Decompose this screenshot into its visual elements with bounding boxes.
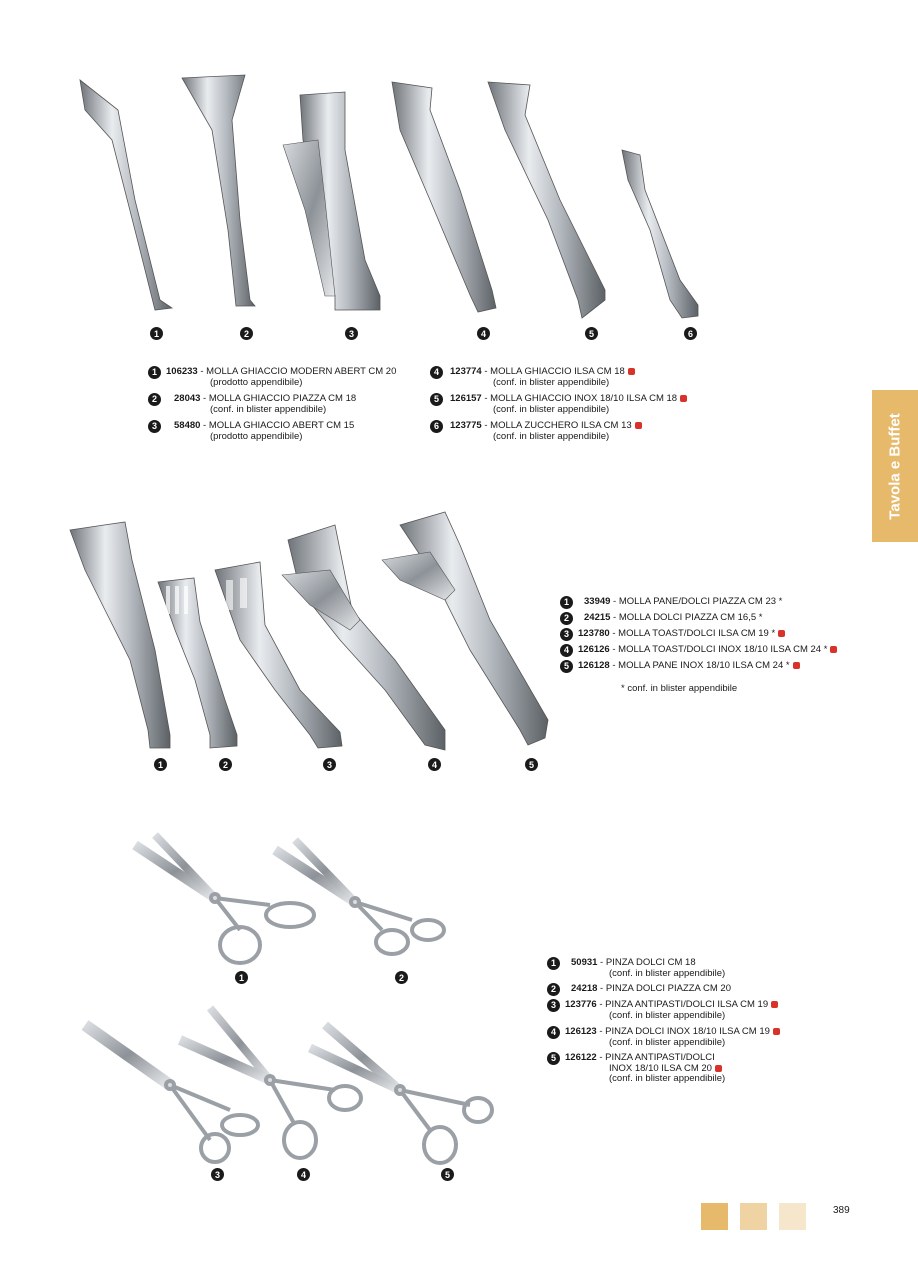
product-desc: MOLLA GHIACCIO INOX 18/10 ILSA CM 18: [490, 393, 678, 404]
ice-tong-4-image: [392, 82, 496, 312]
product-code: 123775: [450, 420, 482, 431]
product-item: 3 58480 - MOLLA GHIACCIO ABERT CM 15 (prodotto appendibile): [148, 421, 354, 442]
new-product-marker: [680, 395, 687, 402]
product-note: (prodotto appendibile): [210, 430, 303, 442]
product-desc: MOLLA PANE/DOLCI PIAZZA CM 23 *: [618, 596, 783, 607]
item-number: 2: [547, 983, 560, 996]
product-desc: MOLLA ZUCCHERO ILSA CM 13: [490, 420, 632, 431]
product-code: 126128: [578, 660, 610, 671]
category-tab-label: Tavola e Buffet: [886, 412, 904, 520]
product-note: (conf. in blister appendibile): [210, 403, 327, 415]
new-product-marker: [778, 630, 785, 637]
item-number: 3: [148, 420, 161, 433]
product-desc: MOLLA GHIACCIO ABERT CM 15: [208, 420, 355, 431]
item-number: 5: [430, 393, 443, 406]
product-item: 1 106233 - MOLLA GHIACCIO MODERN ABERT CM 20 (prodotto appendibile): [148, 367, 396, 388]
product-item: 2 24218 - PINZA DOLCI PIAZZA CM 20: [547, 984, 731, 995]
item-number: 6: [430, 420, 443, 433]
item-number: 4: [560, 644, 573, 657]
item-number: 3: [547, 999, 560, 1012]
new-product-marker: [715, 1065, 722, 1072]
pastry-pincer-2-image: [275, 840, 444, 954]
product-note: (conf. in blister appendibile): [609, 1073, 726, 1084]
item-number: 3: [560, 628, 573, 641]
color-swatch: [779, 1203, 806, 1230]
item-number: 1: [560, 596, 573, 609]
product-code: 126157: [450, 393, 482, 404]
appetizer-pincer-5-image: [310, 1025, 492, 1163]
product-desc-cont: INOX 18/10 ILSA CM 20: [609, 1062, 712, 1074]
product-desc: PINZA DOLCI PIAZZA CM 20: [605, 983, 731, 994]
product-code: 126122: [565, 1052, 597, 1063]
image-label-5: 5: [441, 1168, 454, 1181]
image-label-4: 4: [477, 327, 490, 340]
image-label-2: 2: [219, 758, 232, 771]
image-label-4: 4: [297, 1168, 310, 1181]
product-code: 123780: [578, 628, 610, 639]
pastry-tong-2-image: [158, 578, 237, 748]
product-item: 6 123775 - MOLLA ZUCCHERO ILSA CM 13 (conf. in blister appendibile): [430, 421, 642, 442]
item-number: 1: [547, 957, 560, 970]
product-item: 1 50931 - PINZA DOLCI CM 18 (conf. in blister appendibile): [547, 958, 725, 979]
product-code: 33949: [584, 596, 611, 607]
product-desc: PINZA ANTIPASTI/DOLCI ILSA CM 19: [605, 999, 769, 1010]
new-product-marker: [830, 646, 837, 653]
product-code: 126126: [578, 644, 610, 655]
product-code: 106233: [166, 366, 198, 377]
product-code: 24218: [571, 983, 598, 994]
product-desc: MOLLA TOAST/DOLCI ILSA CM 19 *: [618, 628, 776, 639]
image-label-6: 6: [684, 327, 697, 340]
image-label-2: 2: [395, 971, 408, 984]
ice-tong-2-image: [182, 75, 255, 306]
item-number: 2: [148, 393, 161, 406]
ice-tong-3-image: [283, 92, 380, 310]
product-desc: MOLLA PANE INOX 18/10 ILSA CM 24 *: [618, 660, 790, 671]
product-note: (conf. in blister appendibile): [493, 376, 610, 388]
product-code: 24215: [584, 612, 611, 623]
image-label-1: 1: [154, 758, 167, 771]
product-note: (conf. in blister appendibile): [493, 430, 610, 442]
product-note: (conf. in blister appendibile): [609, 1009, 726, 1021]
product-note: (prodotto appendibile): [210, 376, 303, 388]
product-desc: MOLLA GHIACCIO MODERN ABERT CM 20: [206, 366, 397, 377]
product-desc: PINZA DOLCI CM 18: [605, 957, 696, 968]
product-desc: MOLLA TOAST/DOLCI INOX 18/10 ILSA CM 24 *: [618, 644, 828, 655]
product-code: 123776: [565, 999, 597, 1010]
product-item: 2 28043 - MOLLA GHIACCIO PIAZZA CM 18 (conf. in blister appendibile): [148, 394, 356, 415]
product-item: 3 123780 - MOLLA TOAST/DOLCI ILSA CM 19 *: [560, 629, 785, 640]
product-item: 4 126126 - MOLLA TOAST/DOLCI INOX 18/10 ILSA CM 24 *: [560, 645, 837, 656]
product-desc: MOLLA DOLCI PIAZZA CM 16,5 *: [618, 612, 763, 623]
image-label-4: 4: [428, 758, 441, 771]
item-number: 5: [560, 660, 573, 673]
product-item: 5 126128 - MOLLA PANE INOX 18/10 ILSA CM 24 *: [560, 661, 800, 672]
product-desc: PINZA DOLCI INOX 18/10 ILSA CM 19: [605, 1026, 770, 1037]
color-swatch: [740, 1203, 767, 1230]
item-number: 4: [547, 1026, 560, 1039]
product-item: 5 126122 - PINZA ANTIPASTI/DOLCI INOX 18/10 ILSA CM 20 (conf. in blister appendibile): [547, 1053, 725, 1085]
product-desc: MOLLA GHIACCIO PIAZZA CM 18: [208, 393, 357, 404]
image-label-5: 5: [525, 758, 538, 771]
new-product-marker: [793, 662, 800, 669]
item-number: 4: [430, 366, 443, 379]
color-swatch: [701, 1203, 728, 1230]
product-code: 28043: [174, 393, 201, 404]
new-product-marker: [771, 1001, 778, 1008]
product-item: 5 126157 - MOLLA GHIACCIO INOX 18/10 ILSA CM 18 (conf. in blister appendibile): [430, 394, 687, 415]
sugar-tong-6-image: [622, 150, 698, 318]
product-desc: PINZA ANTIPASTI/DOLCI: [605, 1052, 715, 1063]
new-product-marker: [635, 422, 642, 429]
new-product-marker: [773, 1028, 780, 1035]
item-number: 1: [148, 366, 161, 379]
image-label-3: 3: [323, 758, 336, 771]
product-code: 50931: [571, 957, 598, 968]
blister-footnote: * conf. in blister appendibile: [621, 683, 738, 694]
image-label-2: 2: [240, 327, 253, 340]
new-product-marker: [628, 368, 635, 375]
image-label-1: 1: [150, 327, 163, 340]
product-item: 4 126123 - PINZA DOLCI INOX 18/10 ILSA CM 19 (conf. in blister appendibile): [547, 1027, 780, 1048]
product-item: 1 33949 - MOLLA PANE/DOLCI PIAZZA CM 23 *: [560, 597, 782, 608]
product-code: 126123: [565, 1026, 597, 1037]
product-item: 3 123776 - PINZA ANTIPASTI/DOLCI ILSA CM 19 (conf. in blister appendibile): [547, 1000, 778, 1021]
product-code: 123774: [450, 366, 482, 377]
product-note: (conf. in blister appendibile): [609, 967, 726, 979]
image-label-5: 5: [585, 327, 598, 340]
product-note: (conf. in blister appendibile): [609, 1036, 726, 1048]
image-label-3: 3: [211, 1168, 224, 1181]
product-desc: MOLLA GHIACCIO ILSA CM 18: [490, 366, 625, 377]
image-label-3: 3: [345, 327, 358, 340]
item-number: 5: [547, 1052, 560, 1065]
image-label-1: 1: [235, 971, 248, 984]
bread-tong-1-image: [70, 522, 170, 748]
appetizer-pincer-3-image: [85, 1025, 258, 1162]
product-note: (conf. in blister appendibile): [493, 403, 610, 415]
page-number: 389: [833, 1205, 850, 1216]
ice-tong-1-image: [80, 80, 172, 310]
category-side-tab: [872, 390, 918, 542]
product-item: 2 24215 - MOLLA DOLCI PIAZZA CM 16,5 *: [560, 613, 762, 624]
product-code: 58480: [174, 420, 201, 431]
product-item: 4 123774 - MOLLA GHIACCIO ILSA CM 18 (conf. in blister appendibile): [430, 367, 635, 388]
item-number: 2: [560, 612, 573, 625]
ice-tong-5-image: [488, 82, 605, 318]
